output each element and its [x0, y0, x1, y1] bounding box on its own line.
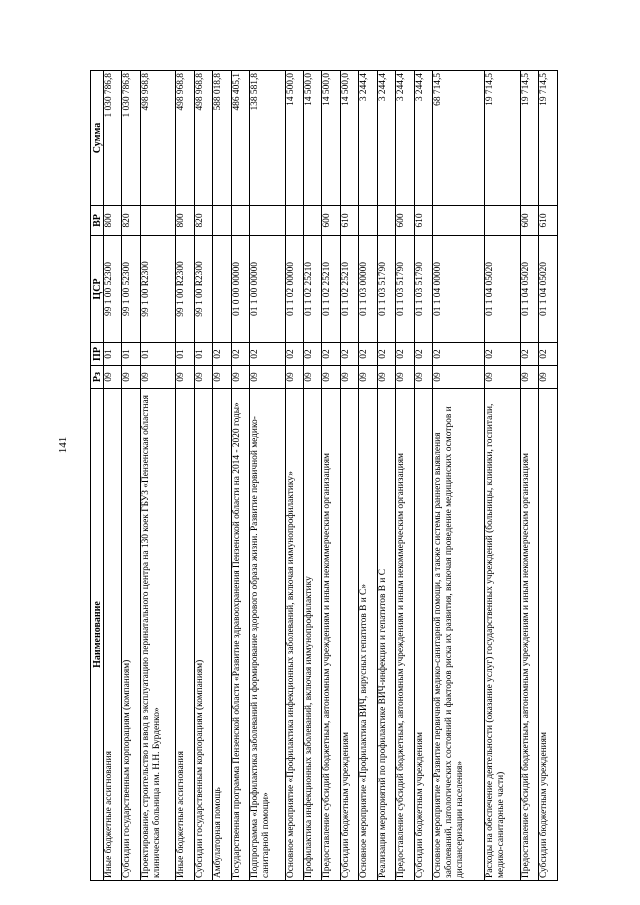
cell-sum: 138 581,8: [250, 71, 285, 206]
cell-pr: 02: [303, 343, 321, 366]
cell-vr: [359, 206, 377, 236]
cell-sum: 14 500,0: [303, 71, 321, 206]
cell-csr: 99 1 00 R2300: [194, 236, 212, 343]
cell-pr: 02: [231, 343, 249, 366]
cell-sum: 1 030 786,8: [122, 71, 140, 206]
header-row: [91, 71, 104, 881]
cell-sum: 588 018,8: [213, 71, 231, 206]
cell-csr: 01 0 00 00000: [231, 236, 249, 343]
cell-rz: 09: [122, 366, 140, 389]
cell-vr: 820: [122, 206, 140, 236]
cell-sum: 19 714,5: [485, 71, 520, 206]
table-row: [303, 71, 321, 881]
table-row: [485, 71, 520, 881]
cell-vr: 610: [340, 206, 358, 236]
cell-rz: 09: [322, 366, 340, 389]
table-row: [520, 71, 538, 881]
table-row: [231, 71, 249, 881]
cell-sum: 68 714,5: [433, 71, 485, 206]
cell-pr: 02: [377, 343, 395, 366]
cell-csr: 01 1 04 05020: [539, 236, 558, 343]
cell-csr: 01 1 04 00000: [433, 236, 485, 343]
cell-vr: 600: [520, 206, 538, 236]
cell-csr: 99 1 00 R2300: [140, 236, 175, 343]
cell-sum: 14 500,0: [340, 71, 358, 206]
cell-sum: 3 244,4: [377, 71, 395, 206]
cell-name: Основное мероприятие «Профилактика ВИЧ, вирусных гепатитов В и С»: [359, 389, 377, 881]
cell-vr: [433, 206, 485, 236]
table-row: [414, 71, 432, 881]
header-csr: ЦСР: [91, 236, 104, 343]
cell-csr: 01 1 02 25210: [322, 236, 340, 343]
cell-name: Основное мероприятие «Развитие первичной медико-санитарной помощи, а также системы раннего выявления заболеваний, патологических состояний и факторов риска их развития, включая проведение медицинских осмотров и диспансеризации населения»: [433, 389, 485, 881]
cell-name: Реализация мероприятий по профилактике ВИЧ-инфекции и гепатитов В и С: [377, 389, 395, 881]
cell-rz: 09: [359, 366, 377, 389]
cell-name: Амбулаторная помощь: [213, 389, 231, 881]
cell-vr: [303, 206, 321, 236]
table-row: [340, 71, 358, 881]
table-row: [377, 71, 395, 881]
cell-pr: 02: [213, 343, 231, 366]
cell-rz: 09: [194, 366, 212, 389]
cell-pr: 02: [414, 343, 432, 366]
cell-csr: [213, 236, 231, 343]
cell-sum: 498 968,8: [176, 71, 194, 206]
cell-pr: 02: [433, 343, 485, 366]
cell-vr: [140, 206, 175, 236]
cell-rz: 09: [485, 366, 520, 389]
cell-vr: [231, 206, 249, 236]
cell-sum: 14 500,0: [285, 71, 303, 206]
cell-rz: 09: [140, 366, 175, 389]
cell-rz: 09: [250, 366, 285, 389]
cell-rz: 09: [377, 366, 395, 389]
cell-rz: 09: [520, 366, 538, 389]
cell-vr: [285, 206, 303, 236]
cell-sum: 498 968,8: [194, 71, 212, 206]
cell-pr: 01: [140, 343, 175, 366]
cell-sum: 498 968,8: [140, 71, 175, 206]
cell-name: Иные бюджетные ассигнования: [176, 389, 194, 881]
cell-vr: 820: [194, 206, 212, 236]
cell-vr: 610: [539, 206, 558, 236]
cell-rz: 09: [433, 366, 485, 389]
cell-name: Иные бюджетные ассигнования: [104, 389, 122, 881]
cell-pr: 01: [122, 343, 140, 366]
cell-name: Субсидии бюджетным учреждениям: [340, 389, 358, 881]
cell-vr: 800: [176, 206, 194, 236]
table-row: [122, 71, 140, 881]
cell-rz: 09: [340, 366, 358, 389]
table-row: [140, 71, 175, 881]
cell-name: Профилактика инфекционных заболеваний, включая иммунопрофилактику: [303, 389, 321, 881]
cell-name: Субсидии бюджетным учреждениям: [539, 389, 558, 881]
cell-sum: 14 500,0: [322, 71, 340, 206]
header-name: Наименование: [91, 389, 104, 881]
cell-csr: 01 1 02 25210: [340, 236, 358, 343]
cell-rz: 09: [213, 366, 231, 389]
cell-pr: 02: [485, 343, 520, 366]
cell-csr: 99 1 00 52300: [122, 236, 140, 343]
cell-pr: 02: [250, 343, 285, 366]
budget-table: [90, 70, 558, 881]
table-row: [396, 71, 414, 881]
cell-sum: 486 405,1: [231, 71, 249, 206]
header-rz: Рз: [91, 366, 104, 389]
cell-vr: 610: [414, 206, 432, 236]
cell-csr: 99 1 00 52300: [104, 236, 122, 343]
cell-name: Предоставление субсидий бюджетным, автономным учреждениям и иным некоммерческим организациям: [396, 389, 414, 881]
cell-rz: 09: [396, 366, 414, 389]
cell-rz: 09: [176, 366, 194, 389]
cell-pr: 02: [359, 343, 377, 366]
cell-name: Расходы на обеспечение деятельности (оказание услуг) государственных учреждений (больницы, клиники, госпитали, медико-санитарные части): [485, 389, 520, 881]
cell-name: Субсидии государственным корпорациям (компаниям): [122, 389, 140, 881]
cell-csr: 01 1 03 51790: [377, 236, 395, 343]
cell-sum: 1 030 786,8: [104, 71, 122, 206]
page-number: 141: [57, 436, 69, 454]
table-row: [433, 71, 485, 881]
cell-pr: 02: [322, 343, 340, 366]
cell-pr: 01: [176, 343, 194, 366]
cell-csr: 99 1 00 R2300: [176, 236, 194, 343]
cell-name: Основное мероприятие «Профилактика инфекционных заболеваний, включая иммунопрофилактику»: [285, 389, 303, 881]
cell-csr: 01 1 03 51790: [396, 236, 414, 343]
cell-rz: 09: [231, 366, 249, 389]
table-row: [285, 71, 303, 881]
cell-name: Предоставление субсидий бюджетным, автономным учреждениям и иным некоммерческим организациям: [322, 389, 340, 881]
cell-pr: 01: [194, 343, 212, 366]
cell-pr: 02: [285, 343, 303, 366]
cell-name: Проектирование, строительство и ввод в эксплуатацию перинатального центра на 130 коек ГБУЗ «Пензенская областная клиническая больница им. Н.Н. Бурденко»: [140, 389, 175, 881]
cell-vr: 600: [322, 206, 340, 236]
cell-sum: 19 714,5: [539, 71, 558, 206]
cell-sum: 3 244,4: [414, 71, 432, 206]
cell-rz: 09: [414, 366, 432, 389]
cell-rz: 09: [285, 366, 303, 389]
cell-rz: 09: [303, 366, 321, 389]
cell-csr: 01 1 02 25210: [303, 236, 321, 343]
cell-name: Субсидии государственным корпорациям (компаниям): [194, 389, 212, 881]
table-row: [194, 71, 212, 881]
cell-vr: [250, 206, 285, 236]
cell-name: Государственная программа Пензенской области «Развитие здравоохранения Пензенской области на 2014 - 2020 годы»: [231, 389, 249, 881]
table-row: [213, 71, 231, 881]
cell-vr: [377, 206, 395, 236]
table-row: [250, 71, 285, 881]
cell-name: Предоставление субсидий бюджетным, автономным учреждениям и иным некоммерческим организациям: [520, 389, 538, 881]
header-pr: ПР: [91, 343, 104, 366]
cell-vr: [485, 206, 520, 236]
cell-csr: 01 1 00 00000: [250, 236, 285, 343]
cell-csr: 01 1 03 51790: [414, 236, 432, 343]
cell-pr: 01: [104, 343, 122, 366]
table-row: [176, 71, 194, 881]
cell-sum: 3 244,4: [359, 71, 377, 206]
cell-pr: 02: [396, 343, 414, 366]
cell-pr: 02: [539, 343, 558, 366]
rotated-page-content: [90, 71, 558, 881]
cell-vr: 800: [104, 206, 122, 236]
table-row: [104, 71, 122, 881]
cell-vr: [213, 206, 231, 236]
cell-rz: 09: [539, 366, 558, 389]
cell-name: Подпрограмма «Профилактика заболеваний и формирование здорового образа жизни. Развитие первичной медико-санитарной помощи»: [250, 389, 285, 881]
header-vr: ВР: [91, 206, 104, 236]
table-row: [539, 71, 558, 881]
cell-name: Субсидии бюджетным учреждениям: [414, 389, 432, 881]
cell-csr: 01 1 03 00000: [359, 236, 377, 343]
cell-csr: 01 1 04 05020: [520, 236, 538, 343]
cell-sum: 19 714,5: [520, 71, 538, 206]
cell-csr: 01 1 04 05020: [485, 236, 520, 343]
cell-pr: 02: [520, 343, 538, 366]
table-row: [359, 71, 377, 881]
cell-pr: 02: [340, 343, 358, 366]
cell-csr: 01 1 02 00000: [285, 236, 303, 343]
cell-rz: 09: [104, 366, 122, 389]
cell-sum: 3 244,4: [396, 71, 414, 206]
cell-vr: 600: [396, 206, 414, 236]
table-row: [322, 71, 340, 881]
header-sum: Сумма: [91, 71, 104, 206]
